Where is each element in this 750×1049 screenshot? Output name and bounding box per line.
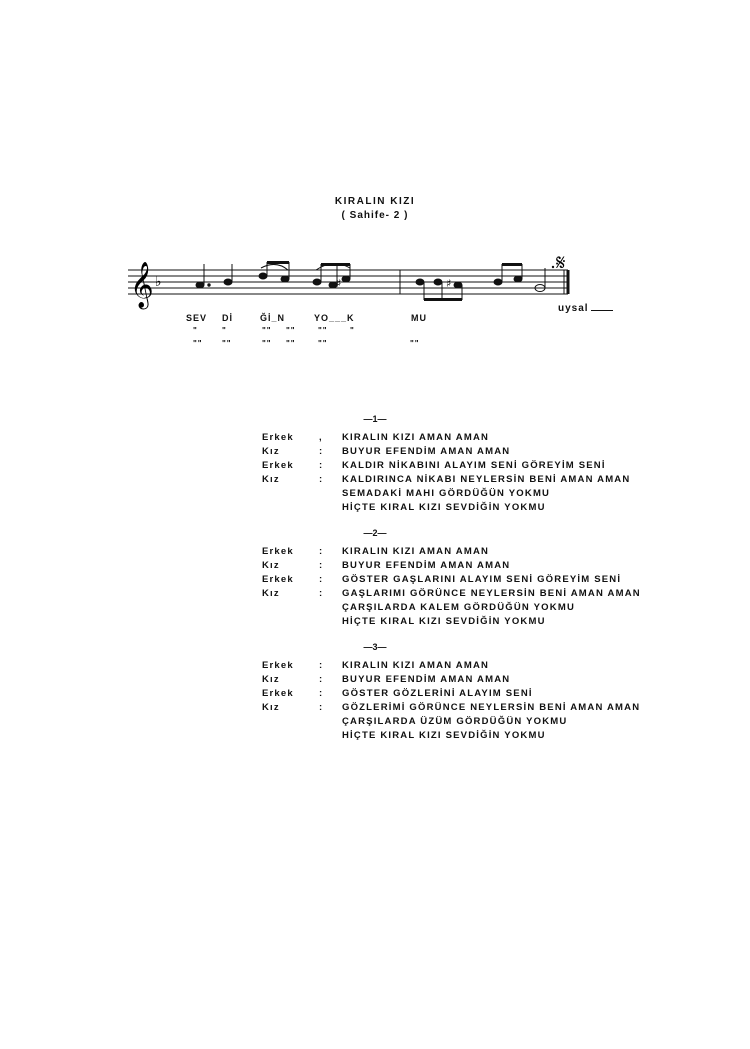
lyric-syllable: SEV	[186, 313, 208, 323]
ditto-mark: ""	[410, 339, 420, 348]
ditto-mark: ""	[222, 339, 232, 348]
lyric-syllable: YO___K	[314, 313, 355, 323]
ditto-mark: ""	[262, 339, 272, 348]
ditto-mark: ""	[318, 339, 328, 348]
segno-icon: 𝄋	[556, 251, 566, 276]
verse-number: —3—	[363, 642, 387, 652]
music-staff	[128, 248, 588, 318]
svg-text:♯: ♯	[336, 277, 342, 290]
ditto-mark: "	[350, 326, 355, 335]
flat-sign-icon: ♭	[155, 274, 162, 290]
treble-clef-icon: 𝄞	[130, 262, 154, 308]
song-title: KIRALIN KIZI	[334, 196, 416, 207]
lyric-syllable: Dİ	[222, 313, 233, 323]
ditto-mark: ""	[286, 339, 296, 348]
ditto-mark: ""	[286, 326, 296, 335]
lyric-syllable: MU	[411, 313, 427, 323]
author-label: uysal	[558, 303, 613, 314]
page-subtitle: ( Sahife- 2 )	[341, 210, 409, 221]
lyric-syllable: Ğİ_N	[260, 313, 286, 323]
ditto-mark: ""	[318, 326, 328, 335]
ditto-mark: ""	[193, 339, 203, 348]
svg-text:♯: ♯	[446, 277, 452, 290]
verse-number: —2—	[363, 528, 387, 538]
verse-number: —1—	[363, 414, 387, 424]
ditto-mark: "	[193, 326, 198, 335]
ditto-mark: ""	[262, 326, 272, 335]
ditto-mark: "	[222, 326, 227, 335]
